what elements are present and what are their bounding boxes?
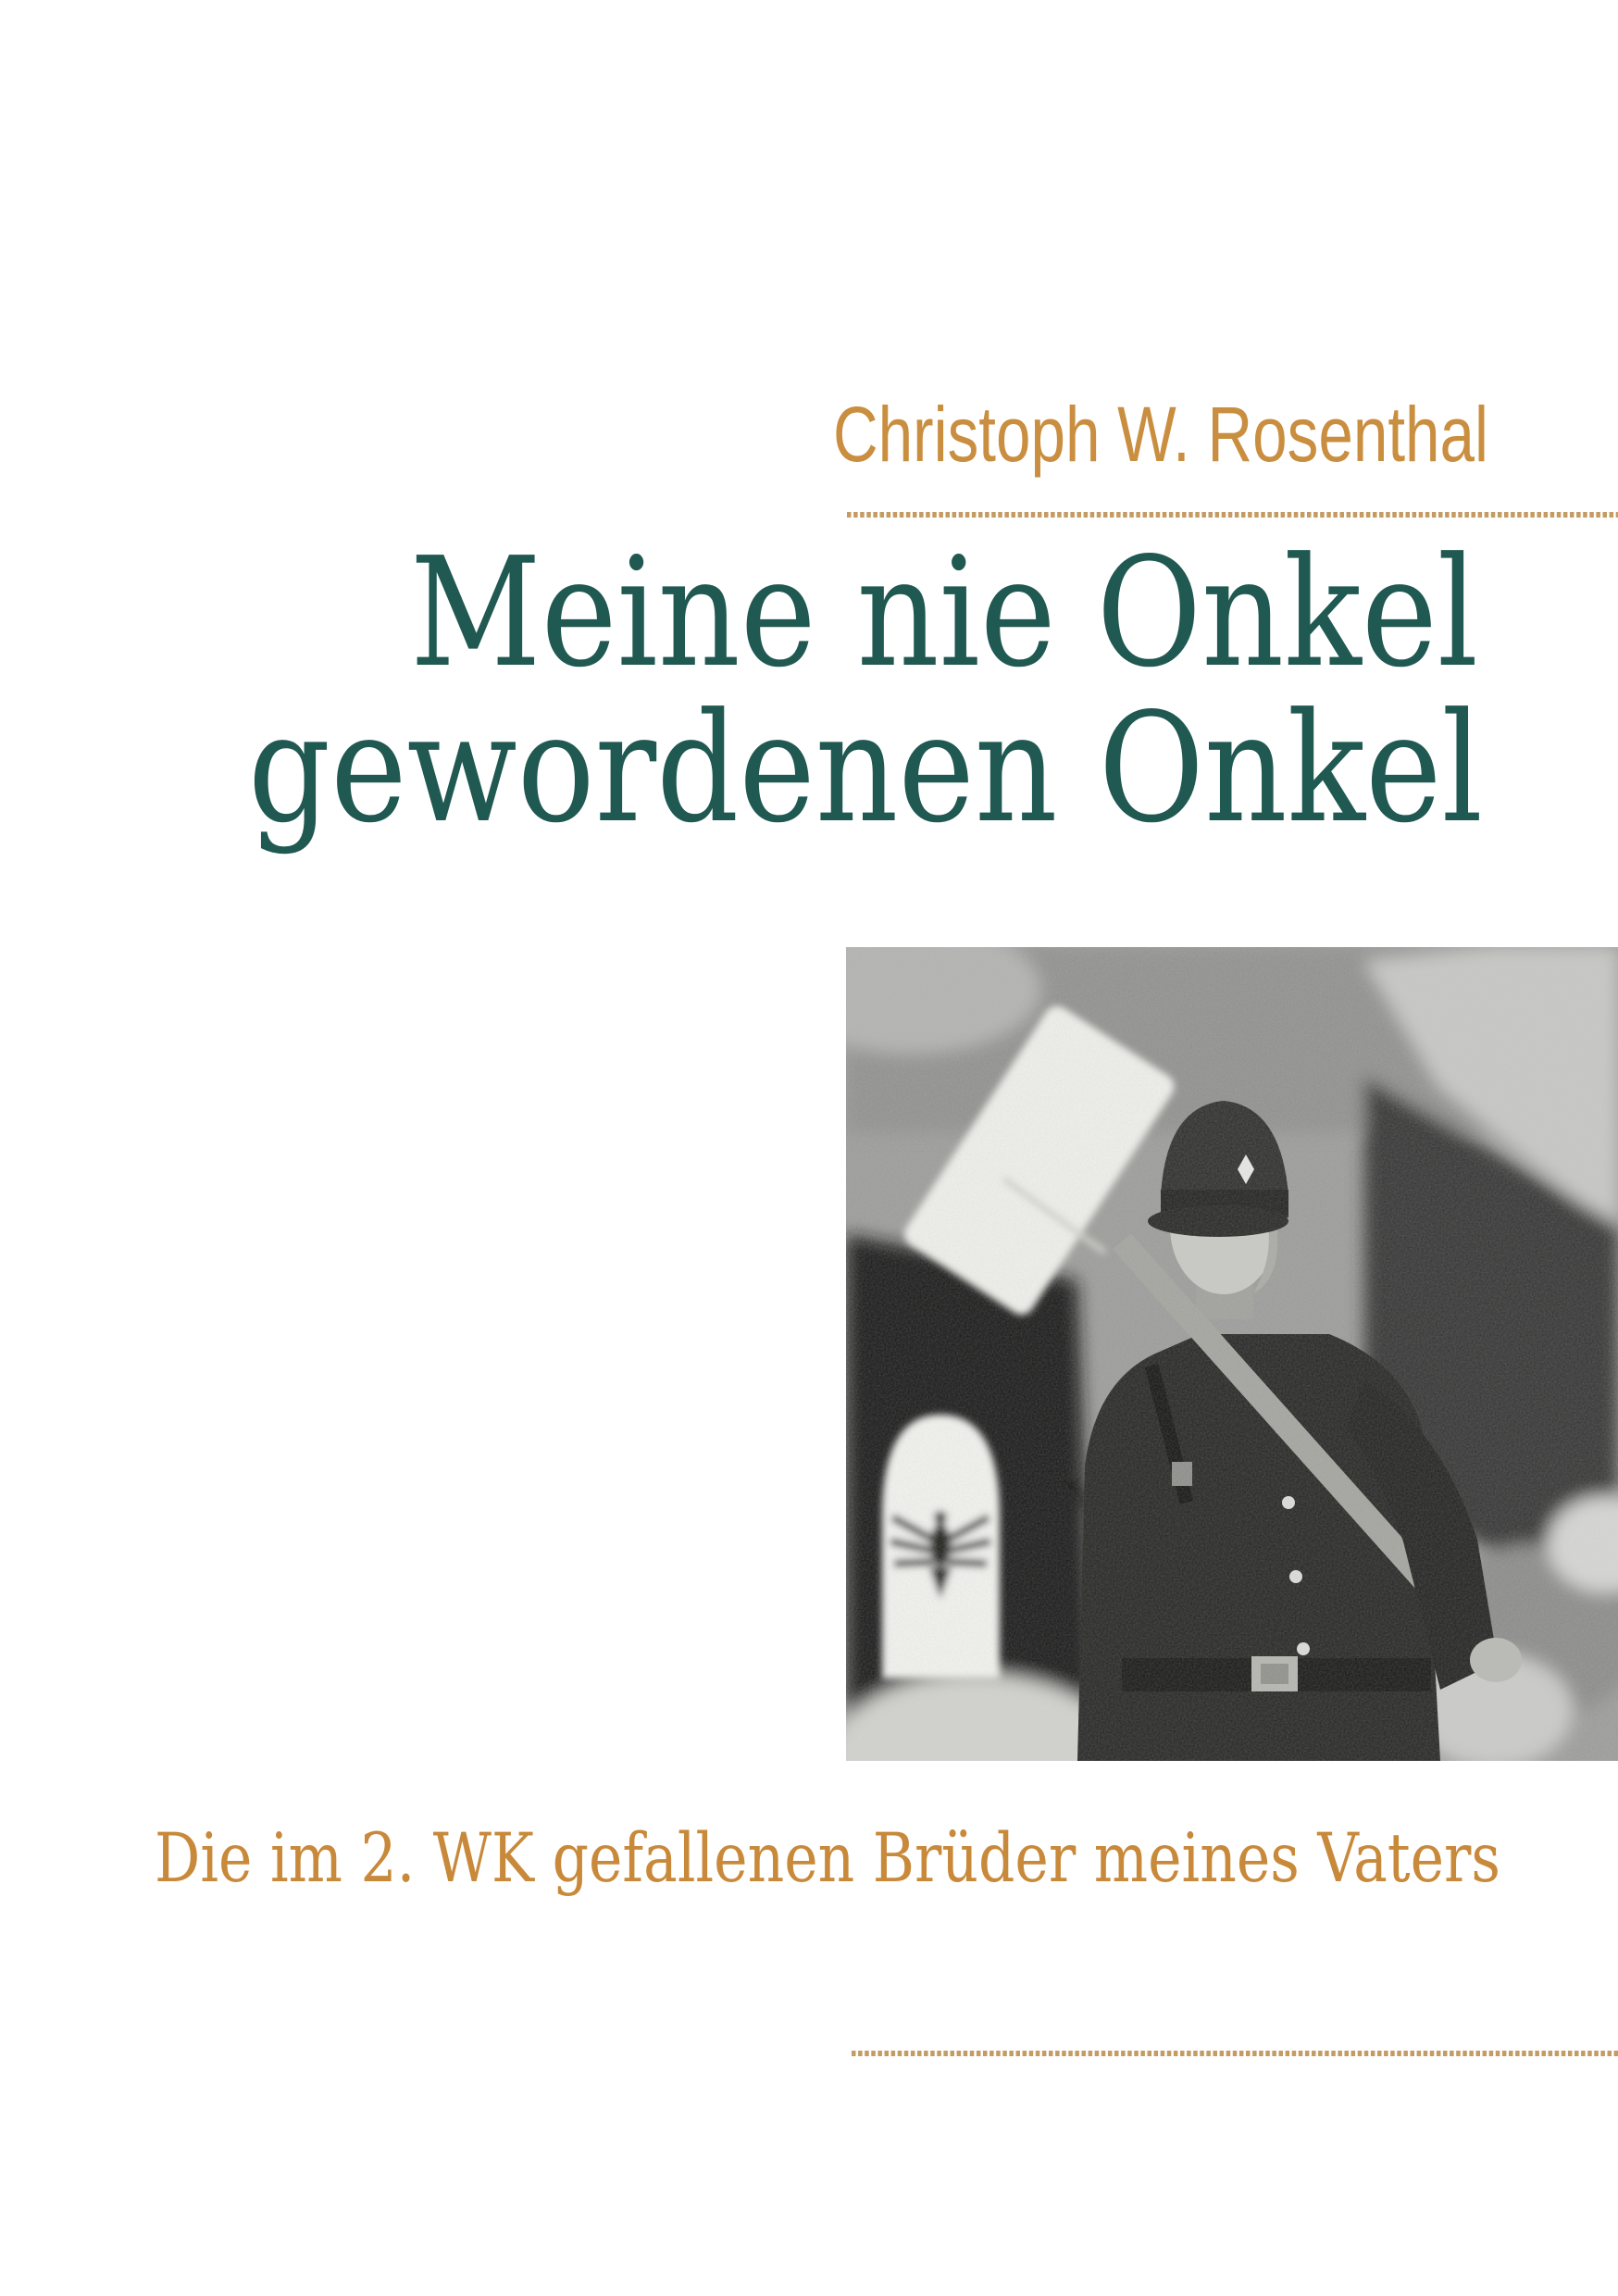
author-text: Christoph W. Rosenthal — [833, 391, 1488, 478]
photo-grain-overlay — [846, 947, 1618, 1761]
cover-photo — [781, 924, 1618, 1850]
subtitle-text: Die im 2. WK gefallenen Brüder meines Vaters — [155, 1819, 1500, 1898]
title-line-2: gewordenen Onkel — [248, 681, 1483, 856]
title-line-1: Meine nie Onkel — [410, 526, 1478, 701]
